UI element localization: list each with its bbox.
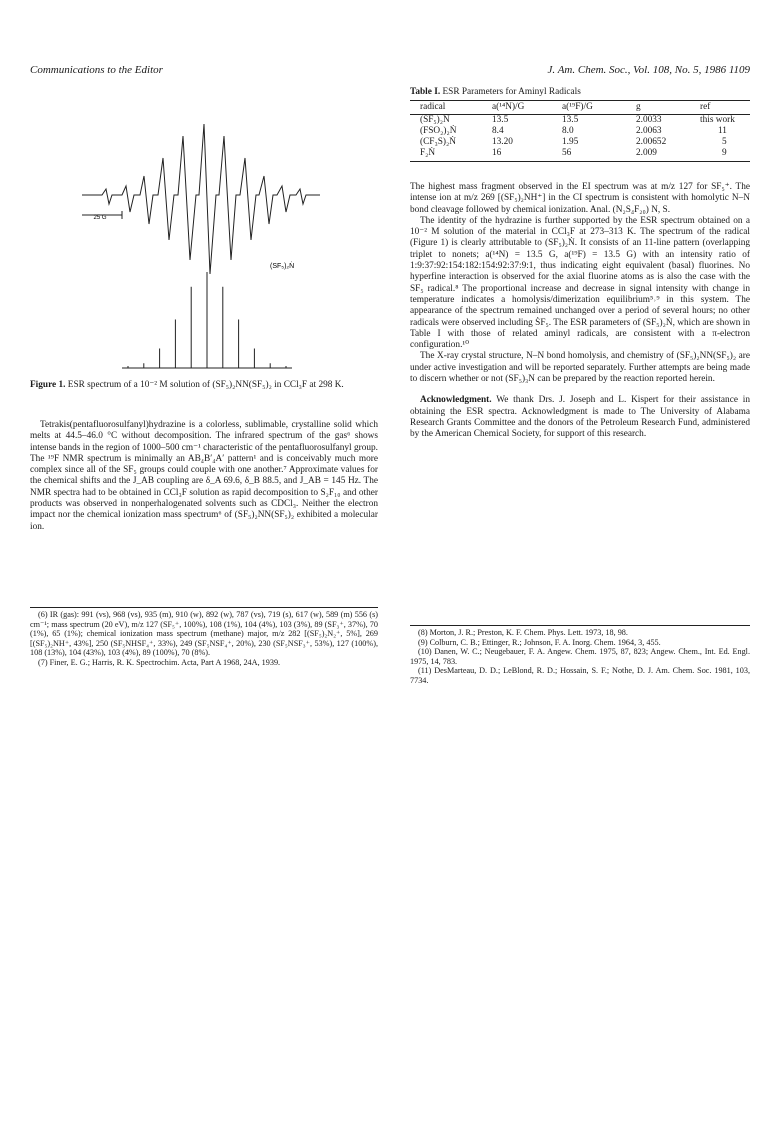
- col-header-g: g: [636, 101, 700, 115]
- esr-derivative-trace: [82, 124, 320, 274]
- table-cell: 13.5: [492, 115, 509, 125]
- table-cell: 1.95: [562, 137, 579, 147]
- right-column: [410, 182, 750, 441]
- esr-parameters-table: [410, 100, 750, 162]
- table-cell: this work: [700, 115, 735, 125]
- table-cell: 2.0063: [636, 126, 662, 136]
- esr-spectrum-figure: [82, 92, 320, 374]
- scale-bar-label: 25 G: [93, 215, 107, 221]
- table-cell: 2.0033: [636, 115, 662, 125]
- stick-diagram: [128, 272, 286, 368]
- caption-label: Figure 1.: [30, 380, 66, 390]
- table-title: [410, 87, 581, 97]
- table-cell: 8.4: [492, 126, 504, 136]
- table-cell: (FSO₂)₂Ṅ: [420, 126, 457, 136]
- table-header-row: [410, 101, 750, 115]
- figure-caption: [30, 380, 378, 391]
- table-label: Table I.: [410, 87, 441, 97]
- left-column: [30, 420, 378, 533]
- footnote-rule-right: [410, 625, 750, 626]
- table-cell: 5: [722, 137, 727, 147]
- table-row: [410, 126, 750, 137]
- footnote-rule-left: [30, 607, 378, 608]
- footnote-9: (9) Colburn, C. B.; Ettinger, R.; Johnson, F. A. Inorg. Chem. 1964, 3, 455.: [418, 637, 661, 647]
- footnotes-right: [410, 628, 750, 686]
- col-header-radical: radical: [410, 101, 492, 115]
- col-header-ref: ref: [700, 101, 750, 115]
- table-cell: 13.5: [562, 115, 579, 125]
- species-label: (SF₅)₂Ṅ: [270, 263, 295, 270]
- table-cell: 11: [718, 126, 727, 136]
- running-header-right: J. Am. Chem. Soc., Vol. 108, No. 5, 1986 1109: [547, 64, 750, 76]
- table-cell: F₂Ṅ: [410, 148, 492, 162]
- col-header-f-coupling: a(¹⁹F)/G: [562, 101, 636, 115]
- acknowledgment: [410, 395, 750, 440]
- figure-1: [82, 92, 320, 374]
- table-cell: 2.009: [636, 148, 700, 162]
- caption-text: ESR spectrum of a 10⁻² M solution of (SF₅)₂NN(SF₅)₂ in CCl₃F at 298 K.: [67, 380, 344, 390]
- table-cell: (CF₃S)₂Ṅ: [420, 137, 456, 147]
- footnotes-left: [30, 610, 378, 668]
- footnote-7: (7) Finer, E. G.; Harris, R. K. Spectrochim. Acta, Part A 1968, 24A, 1939.: [38, 657, 281, 667]
- table-title-text: ESR Parameters for Aminyl Radicals: [442, 87, 581, 97]
- footnote-11: (11) DesMarteau, D. D.; LeBlond, R. D.; Hossain, S. F.; Nothe, D. J. Am. Chem. Soc. 1981, 103, 7734.: [410, 666, 750, 685]
- paragraph-future-work: The X-ray crystal structure, N–N bond homolysis, and chemistry of (SF₅)₂NN(SF₅)₂ are under active investigation and will be reported separately. Further attempts are being made to discern whether or not (SF₅)₃N can be prepared by the reaction reported herein.: [410, 351, 750, 385]
- table-row: [410, 148, 750, 162]
- col-header-n-coupling: a(¹⁴N)/G: [492, 101, 562, 115]
- table-cell: 8.0: [562, 126, 574, 136]
- paragraph-hydrazine-properties: Tetrakis(pentafluorosulfanyl)hydrazine is a colorless, sublimable, crystalline solid which melts at 44.5–46.0 °C without decomposition. The infrared spectrum of the gas⁶ shows intense bands in the region of 1000–500 cm⁻¹ characteristic of the pentafluorosulfanyl group. The ¹⁹F NMR spectrum is minimally an AB₄B′₄A′ pattern¹ and is conceivably much more complex since all of the SF₅ groups could couple with one another.⁷ Approximate values for the chemical shifts and the J_AB coupling are δ_A 69.6, δ_B 88.5, and J_AB = 145 Hz. The NMR spectra had to be obtained in CCl₃F solution as rapid decomposition to S₂F₁₀ and other products was observed in nonperhalogenated solvents such as CDCl₃. Neither the electron impact nor the chemical ionization mass spectrum⁶ of (SF₅)₂NN(SF₅)₂ exhibited a molecular ion.: [30, 420, 378, 532]
- table-cell: (SF₅)₂Ṅ: [420, 115, 450, 125]
- footnote-10: (10) Danen, W. C.; Neugebauer, F. A. Angew. Chem. 1975, 87, 823; Angew. Chem., Int. Ed. Engl. 1975, 14, 783.: [410, 647, 750, 666]
- footnote-8: (8) Morton, J. R.; Preston, K. F. Chem. Phys. Lett. 1973, 18, 98.: [418, 628, 628, 637]
- footnote-6: (6) IR (gas): 991 (vs), 968 (vs), 935 (m), 910 (w), 892 (w), 787 (vs), 719 (s), 617 (w), 589 (m) 556 (s) cm⁻¹; mass spectrum (20 eV), m/z 127 (SF₅⁺, 100%), 108 (1%), 104 (4%), 103 (3%), 89 (SF₃⁺, 37%), 70 (1%), 65 (1%); chemical ionization mass spectrum (methane) major, m/z 282 [(SF₅)₂N₂⁺, 5%], 269 [(SF₅)₂NH⁺, 43%], 250 (SF₅NHSF₄⁺, 33%), 249 (SF₅NSF₄⁺, 20%), 230 (SF₅NSF₃⁺, 53%), 127 (100%), 108 (13%), 104 (43%), 103 (4%), 89 (100%), 70 (8%).: [30, 610, 378, 658]
- paragraph-mass-spectrum: The highest mass fragment observed in the EI spectrum was at m/z 127 for SF₅⁺. The intense ion at m/z 269 [(SF₅)₂NH⁺] in the CI spectrum is consistent with homolytic N–N bond cleavage followed by chemical ionization. Anal. (N₂S₄F₂₀) N, S.: [410, 182, 750, 215]
- running-header-left: Communications to the Editor: [30, 64, 163, 76]
- table-cell: 16: [492, 148, 562, 162]
- table-cell: 13.20: [492, 137, 513, 147]
- table-cell: 2.00652: [636, 137, 667, 147]
- acknowledgment-text: We thank Drs. J. Joseph and L. Kispert for their assistance in obtaining the ESR spectra. Acknowledgment is made to The University of Alabama Research Grants Committee and the donors of the Petroleum Research Fund, administered by the American Chemical Society, for support of this research.: [410, 395, 750, 440]
- paragraph-esr: The identity of the hydrazine is further supported by the ESR spectrum obtained on a 10⁻² M solution of the material in CCl₃F at 273–313 K. The spectrum of the radical (Figure 1) is clearly attributable to (SF₅)₂Ṅ. It consists of an 11-line pattern (overlapping triplet to nonets; a(¹⁴N) = 13.5 G, a(¹⁹F) = 13.5 G) with an intensity ratio of 1:9:37:92:154:182:154:92:37:9:1, thus indicating eight equivalent (basal) fluorines. No hyperfine interaction is observed for the axial fluorine atoms as is also the case with the SF₅ radical.⁸ The proportional increase and decrease in signal intensity with change in temperature indicates a homolysis/dimerization equilibrium⁵˒⁹ in this system. The appearance of the spectrum remained unchanged over a period of several hours; no other radicals were observed including ṠF₅. The ESR parameters of (SF₅)₂Ṅ, which are shown in Table I with those of related aminyl radicals, are consistent with a π-electron configuration.¹⁰: [410, 215, 750, 351]
- table-row: [410, 137, 750, 148]
- table-row: [410, 115, 750, 127]
- table-cell: 56: [562, 148, 636, 162]
- table-cell: 9: [700, 148, 750, 162]
- acknowledgment-heading: Acknowledgment.: [420, 395, 492, 406]
